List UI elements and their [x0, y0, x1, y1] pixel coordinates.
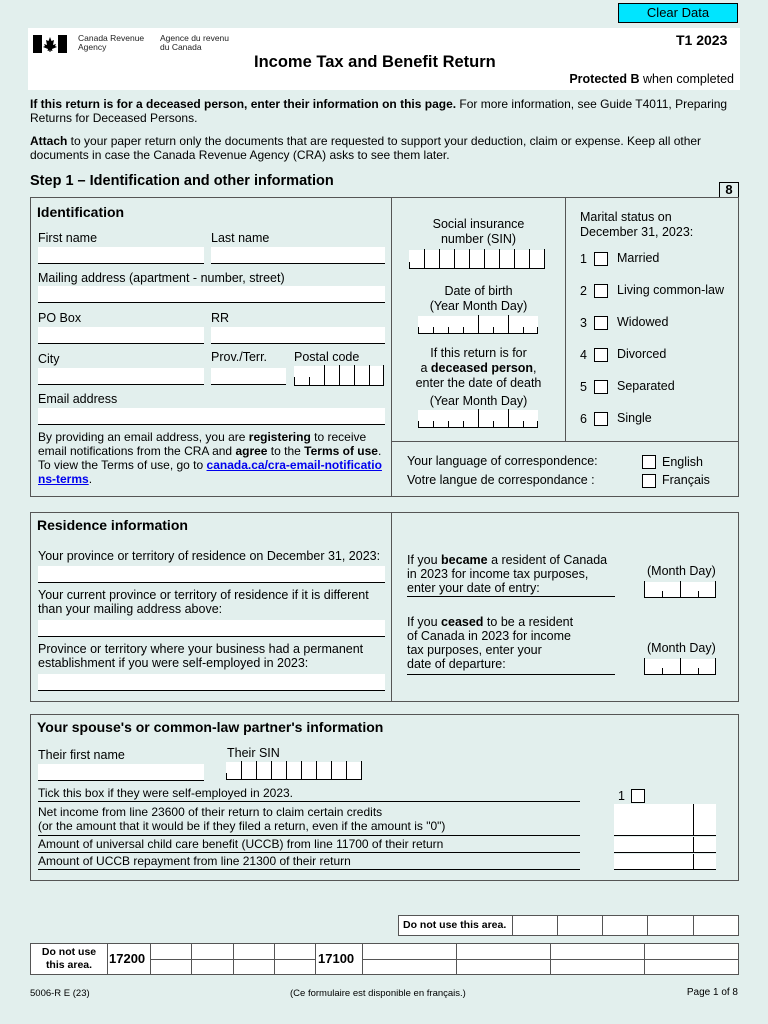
identification-title: Identification — [37, 204, 125, 220]
entry-date-input[interactable] — [644, 582, 716, 598]
spouse-self-employed-box-number: 1 — [618, 789, 625, 803]
dob-input[interactable] — [418, 316, 538, 334]
do-not-use-label: Do not use this area. — [41, 946, 97, 971]
step1-box-number: 8 — [719, 182, 739, 198]
code-17200: 17200 — [109, 951, 146, 966]
english-checkbox[interactable] — [642, 455, 656, 469]
french-availability-note: (Ce formulaire est disponible en français.) — [290, 988, 466, 999]
single-checkbox[interactable] — [594, 412, 608, 426]
entry-month-day-label: (Month Day) — [647, 564, 716, 578]
clear-data-button[interactable]: Clear Data — [618, 3, 738, 23]
intro-attach: Attach to your paper return only the documents that are requested to support your deduction, claim or expense. Keep all other documents in case the Canada Revenue Agency (CRA) asks to see them later. — [30, 134, 702, 162]
email-input[interactable] — [38, 408, 385, 425]
residence-q1-label: Your province or territory of residence on December 31, 2023: — [38, 549, 381, 563]
email-label: Email address — [38, 392, 118, 406]
postal-code-label: Postal code — [294, 350, 360, 364]
spouse-net-income-label: Net income from line 23600 of their return to claim certain credits (or the amount that it would be if they filed a return, even if the amount is "0") — [38, 805, 446, 833]
agency-name-fr: Agence du revenu du Canada — [160, 33, 229, 52]
mailing-address-label: Mailing address (apartment - number, street) — [38, 271, 285, 285]
step1-title: Step 1 – Identification and other information — [30, 173, 334, 189]
spouse-net-income-input[interactable] — [614, 804, 716, 836]
city-label: City — [38, 352, 60, 366]
language-label-en: Your language of correspondence: — [407, 454, 598, 468]
spouse-uccb-repay-input[interactable] — [614, 854, 716, 870]
mailing-address-input[interactable] — [38, 286, 385, 303]
current-province-input[interactable] — [38, 620, 385, 637]
prov-input[interactable] — [211, 368, 286, 385]
po-box-label: PO Box — [38, 311, 82, 325]
spouse-first-name-input[interactable] — [38, 764, 204, 781]
became-resident-label: If you became a resident of Canada in 2023 for income tax purposes, enter your date of entry: — [407, 553, 608, 595]
rr-label: RR — [211, 311, 230, 325]
residence-province-input[interactable] — [38, 566, 385, 583]
dob-label: Date of birth (Year Month Day) — [429, 284, 528, 313]
french-checkbox[interactable] — [642, 474, 656, 488]
spouse-uccb-input[interactable] — [614, 837, 716, 853]
death-date-label: If this return is for a deceased person, enter the date of death (Year Month Day) — [415, 346, 542, 408]
code-17100: 17100 — [318, 951, 355, 966]
page-number: Page 1 of 8 — [686, 987, 738, 998]
form-id: 5006-R E (23) — [30, 988, 90, 999]
ceased-resident-label: If you ceased to be a resident of Canada in 2023 for income tax purposes, enter your date of departure: — [407, 615, 574, 671]
death-date-input[interactable] — [418, 410, 538, 428]
spouse-uccb-label: Amount of universal child care benefit (UCCB) from line 11700 of their return — [38, 837, 444, 851]
spouse-first-name-label: Their first name — [38, 748, 125, 762]
business-province-input[interactable] — [38, 674, 385, 691]
po-box-input[interactable] — [38, 327, 204, 344]
office-use-row-1: Do not use this area. — [398, 915, 739, 936]
spouse-title: Your spouse's or common-law partner's information — [37, 719, 384, 735]
prov-label: Prov./Terr. — [211, 350, 268, 364]
spouse-uccb-repay-label: Amount of UCCB repayment from line 21300 of their return — [38, 854, 351, 868]
departure-date-input[interactable] — [644, 659, 716, 675]
canada-flag-logo — [33, 35, 67, 53]
first-name-label: First name — [38, 231, 98, 245]
email-note: By providing an email address, you are registering to receive email notifications from the CRA and agree to the Terms of use. To view the Terms of use, go to canada.ca/cra-email-notifications-terms. — [38, 430, 382, 486]
last-name-input[interactable] — [211, 247, 385, 264]
city-input[interactable] — [38, 368, 204, 385]
form-code: T1 2023 — [676, 32, 728, 48]
residence-title: Residence information — [37, 517, 188, 533]
widowed-checkbox[interactable] — [594, 316, 608, 330]
english-label: English — [662, 455, 703, 469]
protected-label: Protected B when completed — [569, 72, 734, 86]
spouse-self-employed-label: Tick this box if they were self-employed in 2023. — [38, 786, 294, 800]
residence-q2-label: Your current province or territory of residence if it is different than your mailing address above: — [38, 588, 369, 616]
marital-status-title: Marital status on December 31, 2023: — [580, 210, 694, 239]
first-name-input[interactable] — [38, 247, 204, 264]
common-law-checkbox[interactable] — [594, 284, 608, 298]
separated-checkbox[interactable] — [594, 380, 608, 394]
sin-input[interactable] — [409, 250, 545, 269]
terms-of-use-link[interactable]: canada.ca/cra-email-notifications-terms — [38, 458, 382, 486]
agency-name-en: Canada Revenue Agency — [78, 33, 145, 52]
postal-code-input[interactable] — [294, 366, 384, 386]
french-label: Français — [662, 473, 710, 487]
divorced-checkbox[interactable] — [594, 348, 608, 362]
last-name-label: Last name — [211, 231, 270, 245]
rr-input[interactable] — [211, 327, 385, 344]
departure-month-day-label: (Month Day) — [647, 641, 716, 655]
residence-q3-label: Province or territory where your business had a permanent establishment if you were self-employed in 2023: — [38, 642, 364, 670]
language-label-fr: Votre langue de correspondance : — [407, 473, 595, 487]
married-checkbox[interactable] — [594, 252, 608, 266]
intro-deceased: If this return is for a deceased person, enter their information on this page. For more information, see Guide T4011, Preparing Returns for Deceased Persons. — [30, 97, 728, 125]
office-use-row-2 — [30, 943, 739, 975]
sin-label: Social insurance number (SIN) — [432, 217, 525, 246]
page-title: Income Tax and Benefit Return — [254, 53, 496, 71]
spouse-self-employed-checkbox[interactable] — [631, 789, 645, 803]
spouse-sin-label: Their SIN — [227, 746, 280, 760]
spouse-sin-input[interactable] — [226, 762, 362, 780]
